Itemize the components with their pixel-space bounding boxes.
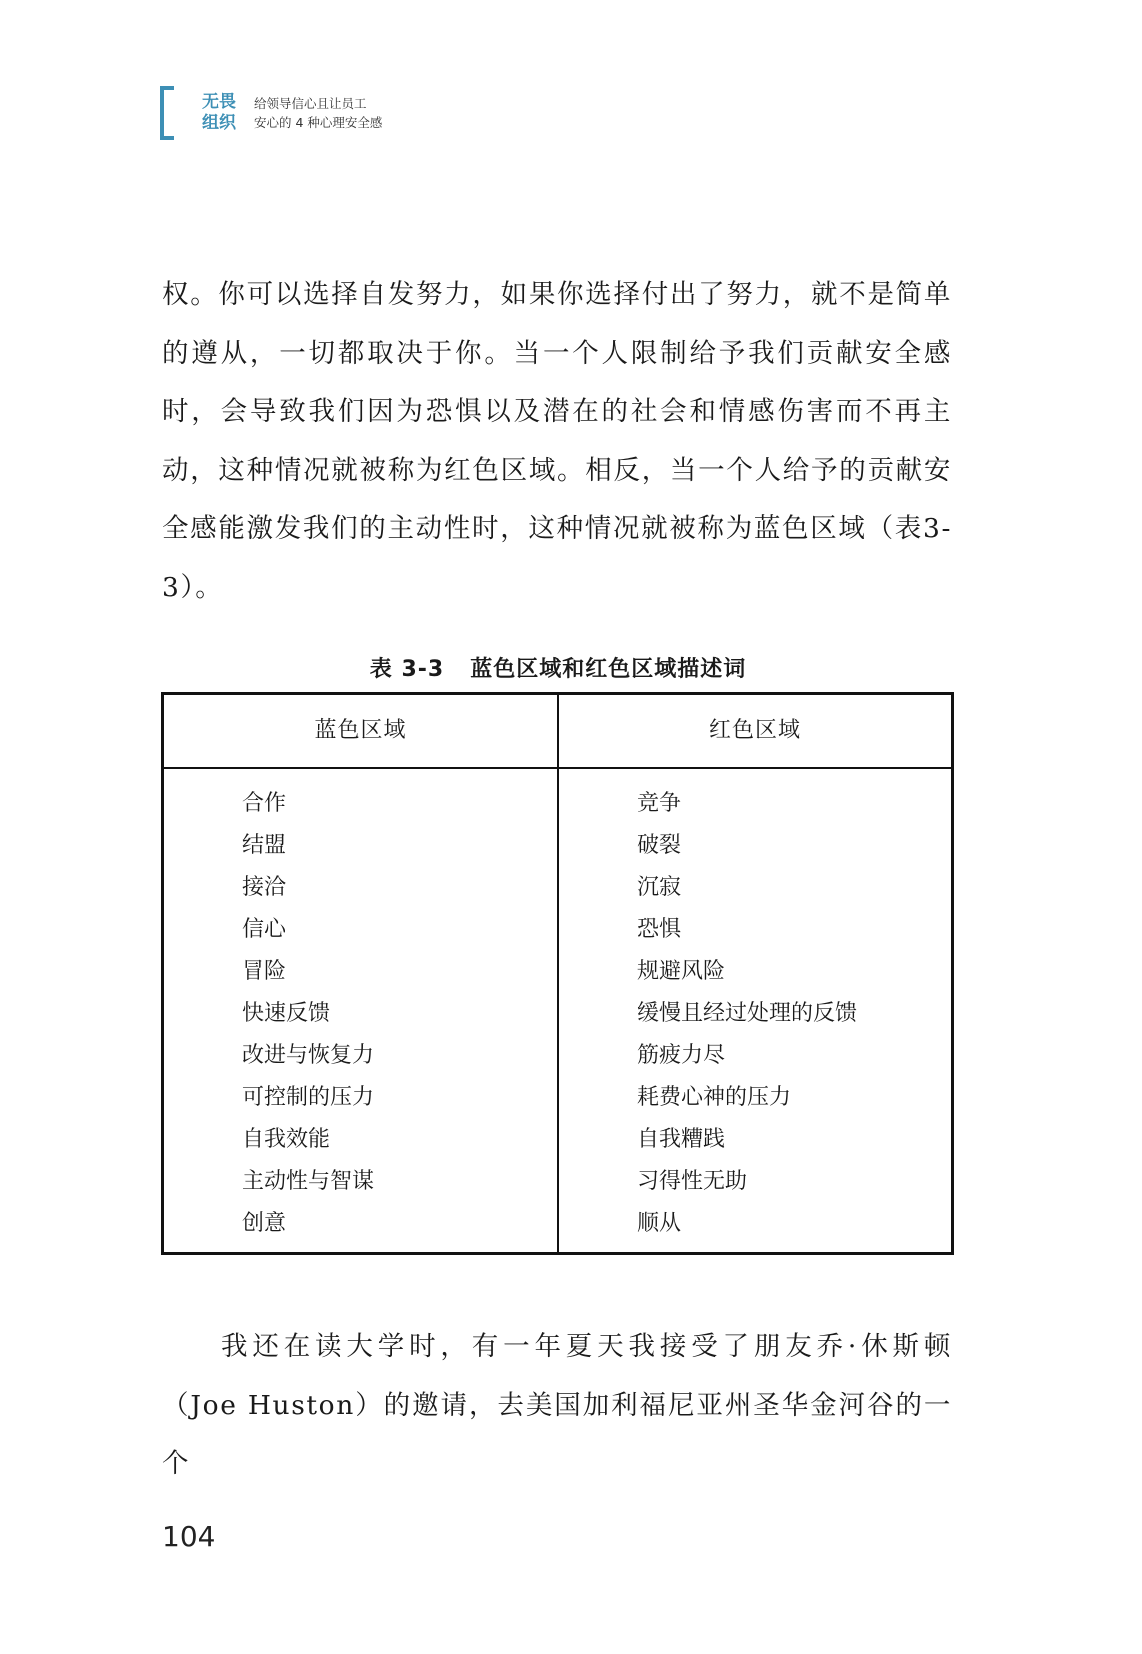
blue-zone-cell: 自我效能: [242, 1127, 331, 1152]
red-zone-cell: 规避风险: [637, 959, 726, 984]
book-subtitle-line2: 安心的 4 种心理安全感: [254, 115, 383, 130]
blue-zone-cell: 结盟: [242, 833, 287, 858]
red-zone-cell: 竞争: [637, 791, 682, 816]
header-divider: [164, 767, 951, 769]
table-number: 表 3-3: [369, 657, 445, 682]
red-zone-cell: 恐惧: [637, 917, 682, 942]
red-zone-cell: 筋疲力尽: [637, 1043, 726, 1068]
red-zone-column: [637, 783, 857, 1245]
page-number: 104: [162, 1520, 216, 1553]
blue-zone-cell: 改进与恢复力: [242, 1043, 375, 1068]
blue-zone-cell: 接洽: [242, 875, 287, 900]
table-title: 蓝色区域和红色区域描述词: [470, 657, 747, 682]
header-blue-zone: 蓝色区域: [314, 718, 407, 743]
blue-zone-cell: 信心: [242, 917, 287, 942]
book-title-line1: 无畏: [202, 92, 236, 112]
blue-zone-cell: 可控制的压力: [242, 1085, 375, 1110]
book-title: [202, 92, 242, 134]
table-caption: [162, 652, 954, 683]
blue-zone-cell: 快速反馈: [242, 1001, 331, 1026]
book-title-line2: 组织: [202, 113, 236, 133]
bracket-ornament: [160, 86, 174, 140]
blue-zone-cell: 主动性与智谋: [242, 1169, 375, 1194]
body-paragraph-2: 我还在读大学时，有一年夏天我接受了朋友乔·休斯顿（Joe Huston）的邀请，去美国加利福尼亚州圣华金河谷的一个: [162, 1331, 952, 1479]
red-zone-cell: 习得性无助: [637, 1169, 748, 1194]
zone-table: [161, 692, 954, 1255]
book-subtitle: [254, 94, 382, 132]
body-paragraph-1: 权。你可以选择自发努力，如果你选择付出了努力，就不是简单的遵从，一切都取决于你。当一个人限制给予我们贡献安全感时，会导致我们因为恐惧以及潜在的社会和情感伤害而不再主动，这种情况就被称为红色区域。相反，当一个人给予的贡献安全感能激发我们的主动性时，这种情况就被称为蓝色区域（表3-3）。: [162, 279, 952, 603]
blue-zone-cell: 合作: [242, 791, 287, 816]
red-zone-cell: 缓慢且经过处理的反馈: [637, 1001, 858, 1026]
book-subtitle-line1: 给领导信心且让员工: [254, 96, 367, 111]
blue-zone-cell: 冒险: [242, 959, 287, 984]
red-zone-cell: 顺从: [637, 1211, 682, 1236]
column-divider: [557, 695, 559, 1252]
blue-zone-column: [242, 783, 374, 1245]
red-zone-cell: 自我糟践: [637, 1127, 726, 1152]
red-zone-cell: 破裂: [637, 833, 682, 858]
red-zone-cell: 耗费心神的压力: [637, 1085, 792, 1110]
red-zone-cell: 沉寂: [637, 875, 682, 900]
header-red-zone: 红色区域: [708, 718, 801, 743]
blue-zone-cell: 创意: [242, 1211, 287, 1236]
